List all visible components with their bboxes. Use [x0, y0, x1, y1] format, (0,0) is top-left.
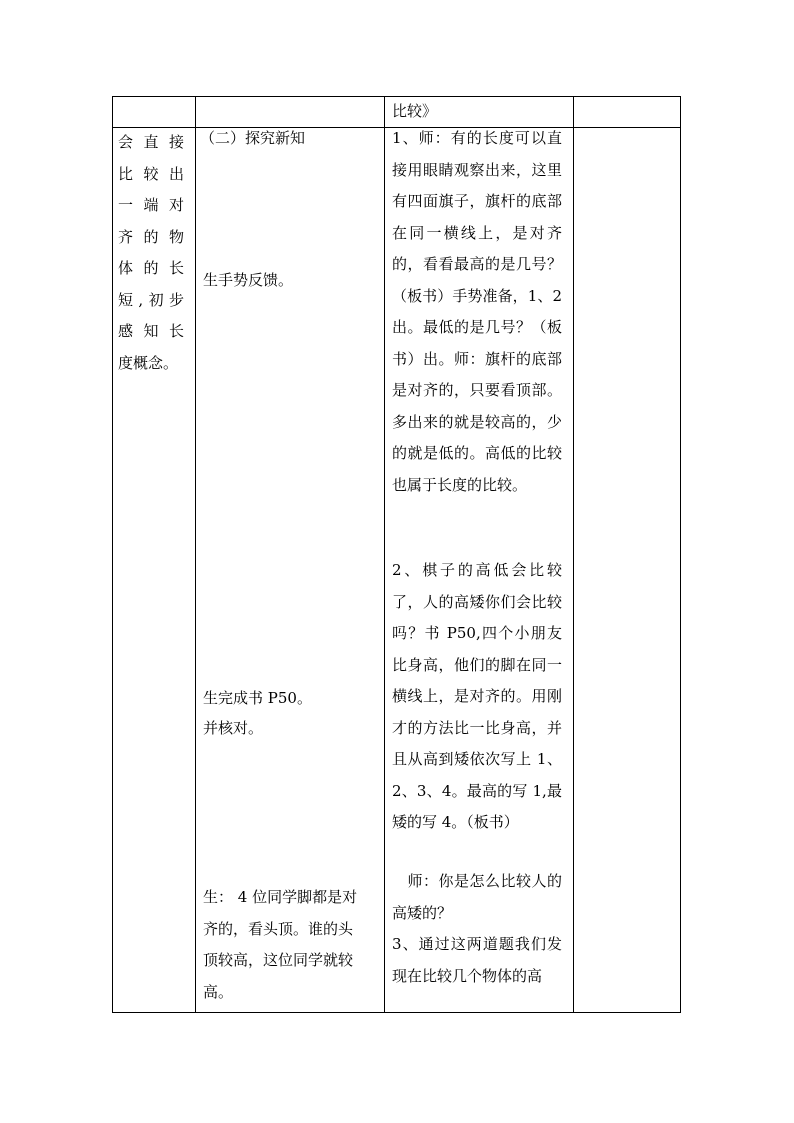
objective-line: 体的长 — [118, 259, 184, 277]
student-feedback: 生手势反馈。 — [203, 271, 294, 289]
objective-line: 会直接 — [118, 133, 184, 151]
top-row-text: 比较》 — [392, 102, 438, 120]
teacher-paragraph-4: 3、通过这两道题我们发现在比较几个物体的高 — [392, 935, 562, 985]
student-answer-line: 齐的，看头顶。谁的头 — [203, 919, 354, 938]
objective-line: 齐的物 — [118, 227, 184, 246]
objective-cell — [118, 127, 184, 379]
teacher-paragraph-1: 1、师：有的长度可以直接用眼睛观察出来，这里有四面旗子，旗杆的底部在同一横线上，是对齐的，看看最高的是几号？（板书）手势准备，1、2 出。最低的是几号？（板书）出。师：旗杆的底部是对齐的，只要看顶部。多出来的就是较高的，少的就是低的。高低的比较也属于长度的比较。 — [392, 129, 562, 494]
objective-line: 度概念。 — [118, 353, 179, 372]
table-border-bottom — [112, 1012, 681, 1013]
objective-line: 短,初步 — [118, 290, 184, 309]
student-complete-line1: 生完成书 P50。 — [203, 689, 312, 707]
table-border-left — [112, 96, 113, 1013]
teacher-paragraph-2: 2、棋子的高低会比较了，人的高矮你们会比较吗？书 P50,四个小朋友比身高，他们的脚在同一横线上，是对齐的。用刚才的方法比一比身高，并且从高到矮依次写上 1、2、3、4。最高的写 1,最矮的写 4。（板书） — [392, 561, 562, 831]
objective-line: 感知长 — [118, 322, 184, 340]
student-answer-line: 高。 — [203, 982, 234, 1001]
column-divider-2 — [384, 96, 385, 1013]
column-divider-1 — [195, 96, 196, 1013]
student-answer-line: 生： 4 位同学脚都是对 — [203, 888, 358, 906]
column-divider-3 — [573, 96, 574, 1013]
objective-line: 比较出 — [118, 164, 184, 183]
section-title: （二）探究新知 — [200, 129, 306, 147]
student-answer-line: 顶较高，这位同学就较 — [203, 951, 354, 969]
student-complete-line2: 并核对。 — [203, 719, 264, 737]
table-border-right — [680, 96, 681, 1013]
objective-line: 一端对 — [118, 196, 184, 214]
student-answer — [203, 882, 383, 1008]
teacher-paragraph-3: 师：你是怎么比较人的高矮的？ — [392, 872, 562, 922]
